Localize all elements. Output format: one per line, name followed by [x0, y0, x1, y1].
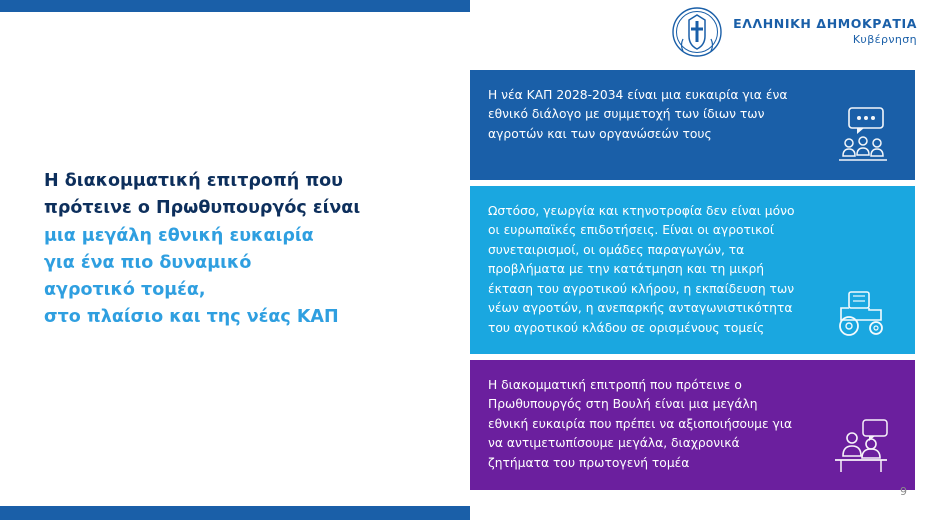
- headline-line-5: αγροτικό τομέα,: [44, 280, 206, 301]
- header-text: [733, 17, 917, 47]
- panel-stack: [470, 70, 915, 490]
- panel-parliamentary-committee: [470, 360, 915, 490]
- page-title: [44, 168, 424, 332]
- page-number: 9: [900, 485, 907, 498]
- decorative-bottom-bar: [0, 506, 470, 520]
- tractor-icon: [819, 280, 897, 342]
- headline-line-2: πρότεινε ο Πρωθυπουργός είναι: [44, 198, 361, 219]
- decorative-top-bar: [0, 0, 470, 12]
- header-subtitle: Κυβέρνηση: [852, 33, 917, 47]
- header-title: ΕΛΛΗΝΙΚΗ ΔΗΜΟΚΡΑΤΙΑ: [733, 15, 917, 31]
- headline-line-6: στο πλαίσιο και της νέας ΚΑΠ: [44, 307, 339, 328]
- panel-text: Η νέα ΚΑΠ 2028-2034 είναι μια ευκαιρία για ένα εθνικό διάλογο με συμμετοχή των ίδιων των αγροτών και των οργανώσεών τους: [488, 88, 788, 141]
- meeting-discussion-icon: [819, 416, 897, 478]
- greek-coat-of-arms-icon: [671, 6, 723, 58]
- audience-presentation-icon: [819, 106, 897, 168]
- panel-text: Ωστόσο, γεωργία και κτηνοτροφία δεν είναι μόνο οι ευρωπαϊκές επιδοτήσεις. Είναι οι αγροτικοί συνεταιρισμοί, οι ομάδες παραγωγών, τα προβλήματα με την κατάτμηση και τη μικρή έκταση του αγροτικού κλήρου, η εκπαίδευση των νέων αγροτών, η ανεπαρκής ανταγωνιστικότητα του αγροτικού κλάδου σε ορισμένους τομείς: [488, 204, 795, 335]
- panel-cap-opportunity: [470, 70, 915, 180]
- headline-line-1: Η διακομματική επιτροπή που: [44, 171, 344, 191]
- panel-text: Η διακομματική επιτροπή που πρότεινε ο Πρωθυπουργός στη Βουλή είναι μια μεγάλη εθνική ευκαιρία που πρέπει να αξιοποιήσουμε για να αντιμετωπίσουμε μεγάλα, διαχρονικά ζητήματα του πρωτογενή τομέα: [488, 377, 793, 470]
- panel-agriculture-challenges: [470, 186, 915, 354]
- headline-line-3: μια μεγάλη εθνική ευκαιρία: [44, 225, 314, 246]
- header: [671, 6, 917, 58]
- headline-line-4: για ένα πιο δυναμικό: [44, 252, 252, 273]
